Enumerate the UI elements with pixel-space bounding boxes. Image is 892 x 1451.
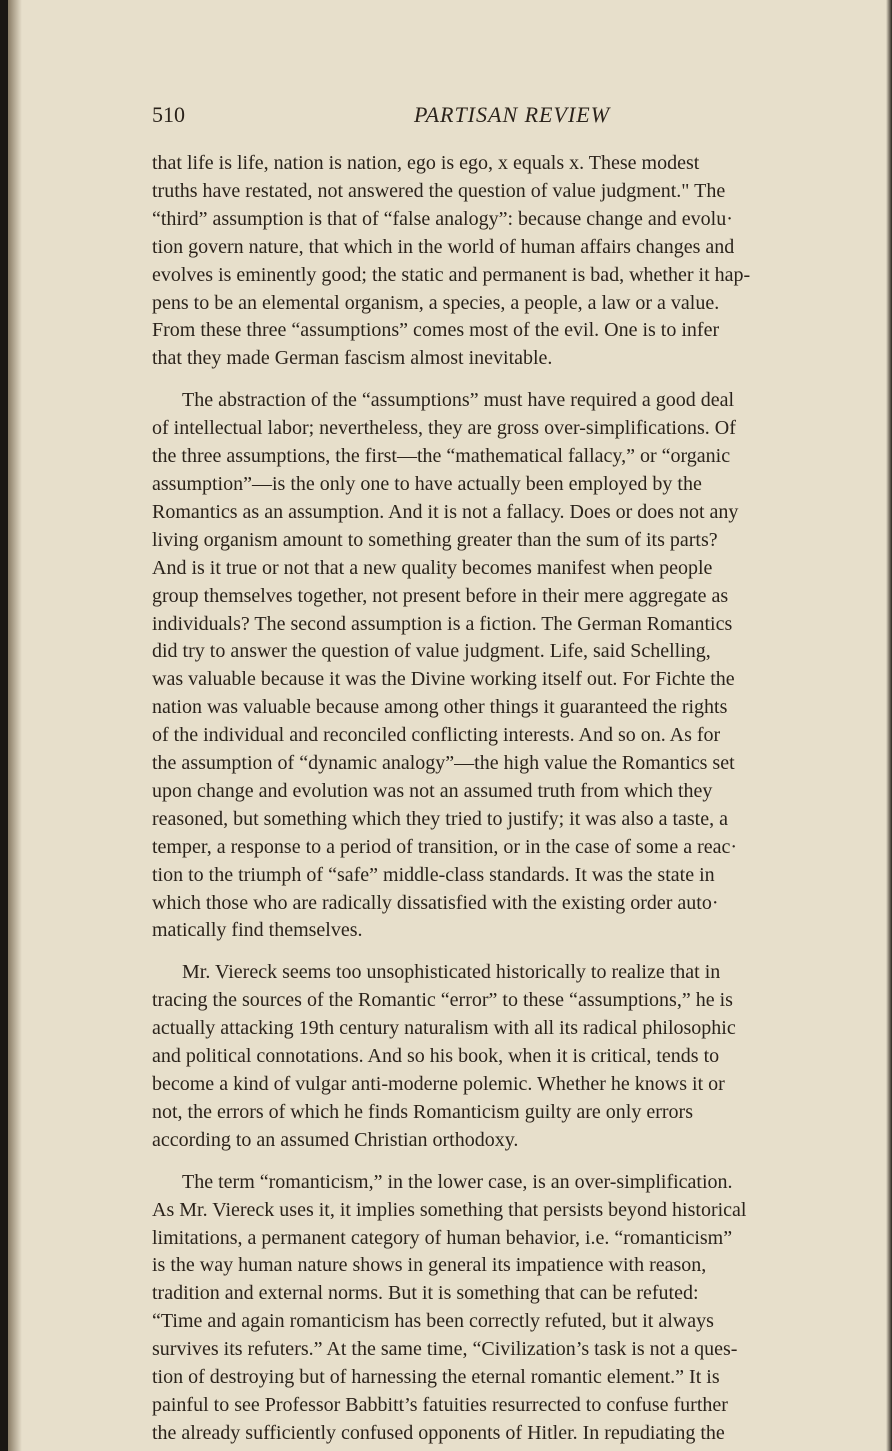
page-number: 510 [152, 102, 185, 127]
text-line: nation was valuable because among other things it guaranteed the rights [152, 696, 728, 719]
text-line: tion to the triumph of “safe” middle-class standards. It was the state in [152, 863, 715, 886]
body-text [152, 150, 872, 1451]
text-line: survives its refuters.” At the same time, “Civilization’s task is not a ques- [152, 1338, 738, 1361]
page-edge-shadow [886, 0, 892, 1451]
text-line: living organism amount to something greater than the sum of its parts? [152, 528, 718, 551]
text-line: become a kind of vulgar anti-moderne polemic. Whether he knows it or [152, 1073, 725, 1095]
text-line: From these three “assumptions” comes most of the evil. One is to infer [152, 319, 720, 342]
text-line: of intellectual labor; nevertheless, they are gross over-simplifications. Of [152, 417, 736, 440]
text-line: is the way human nature shows in general its impatience with reason, [152, 1254, 707, 1277]
text-line: matically find themselves. [152, 919, 363, 942]
text-line: “Time and again romanticism has been correctly refuted, but it always [152, 1310, 714, 1333]
text-line: assumption”—is the only one to have actually been employed by the [152, 472, 702, 495]
text-line: temper, a response to a period of transition, or in the case of some a reac· [152, 835, 738, 858]
text-line: the already sufficiently confused opponents of Hitler. In repudiating the [152, 1421, 725, 1444]
text-line: And is it true or not that a new quality becomes manifest when people [152, 556, 713, 579]
text-line: individuals? The second assumption is a fiction. The German Romantics [152, 612, 733, 635]
page-gutter-shadow [8, 0, 22, 1451]
text-line: not, the errors of which he finds Romanticism guilty are only errors [152, 1100, 693, 1123]
text-line: according to an assumed Christian orthodoxy. [152, 1128, 519, 1151]
text-line: tion govern nature, that which in the world of human affairs changes and [152, 235, 735, 258]
text-line: Mr. Viereck seems too unsophisticated historically to realize that in [182, 961, 721, 984]
paragraph-3 [152, 959, 872, 1154]
text-line: Romantics as an assumption. And it is not a fallacy. Does or does not any [152, 500, 739, 523]
text-line: the three assumptions, the first—the “mathematical fallacy,” or “organic [152, 445, 731, 468]
text-line: upon change and evolution was not an assumed truth from which they [152, 779, 713, 802]
text-line: As Mr. Viereck uses it, it implies something that persists beyond historical [152, 1198, 747, 1221]
text-line: group themselves together, not present before in their mere aggregate as [152, 584, 729, 607]
text-line: tracing the sources of the Romantic “error” to these “assumptions,” he is [152, 989, 733, 1012]
book-page [8, 0, 892, 1451]
text-line: painful to see Professor Babbitt’s fatuities resurrected to confuse further [152, 1393, 728, 1416]
paragraph-2 [152, 387, 872, 945]
text-line: The term “romanticism,” in the lower case, is an over-simplification. [182, 1170, 733, 1193]
text-line: and political connotations. And so his book, when it is critical, tends to [152, 1045, 720, 1068]
text-line: limitations, a permanent category of human behavior, i.e. “romanticism” [152, 1226, 733, 1249]
text-line: did try to answer the question of value judgment. Life, said Schelling, [152, 640, 711, 663]
text-line: pens to be an elemental organism, a species, a people, a law or a value. [152, 291, 720, 314]
text-line: of the individual and reconciled conflicting interests. And so on. As for [152, 724, 721, 747]
text-line: tradition and external norms. But it is something that can be refuted: [152, 1282, 699, 1305]
text-line: evolves is eminently good; the static and permanent is bad, whether it hap- [152, 263, 751, 286]
text-line: the assumption of “dynamic analogy”—the high value the Romantics set [152, 752, 735, 775]
text-line: that life is life, nation is nation, ego is ego, x equals x. These modest [152, 152, 700, 174]
text-line: actually attacking 19th century naturalism with all its radical philosophic [152, 1017, 736, 1040]
text-line: tion of destroying but of harnessing the eternal romantic element.” It is [152, 1366, 720, 1389]
running-title: PARTISAN REVIEW [413, 102, 611, 127]
text-line: The abstraction of the “assumptions” must have required a good deal [182, 389, 735, 412]
text-line: was valuable because it was the Divine working itself out. For Fichte the [152, 668, 735, 691]
paragraph-1 [152, 150, 872, 373]
text-line: that they made German fascism almost inevitable. [152, 347, 553, 370]
text-line: “third” assumption is that of “false analogy”: because change and evolu· [152, 207, 733, 230]
text-line: which those who are radically dissatisfied with the existing order auto· [152, 891, 719, 914]
text-line: truths have restated, not answered the question of value judgment." The [152, 179, 726, 202]
paragraph-4 [152, 1169, 872, 1448]
running-header [152, 102, 872, 136]
text-line: reasoned, but something which they tried to justify; it was also a taste, a [152, 807, 728, 830]
